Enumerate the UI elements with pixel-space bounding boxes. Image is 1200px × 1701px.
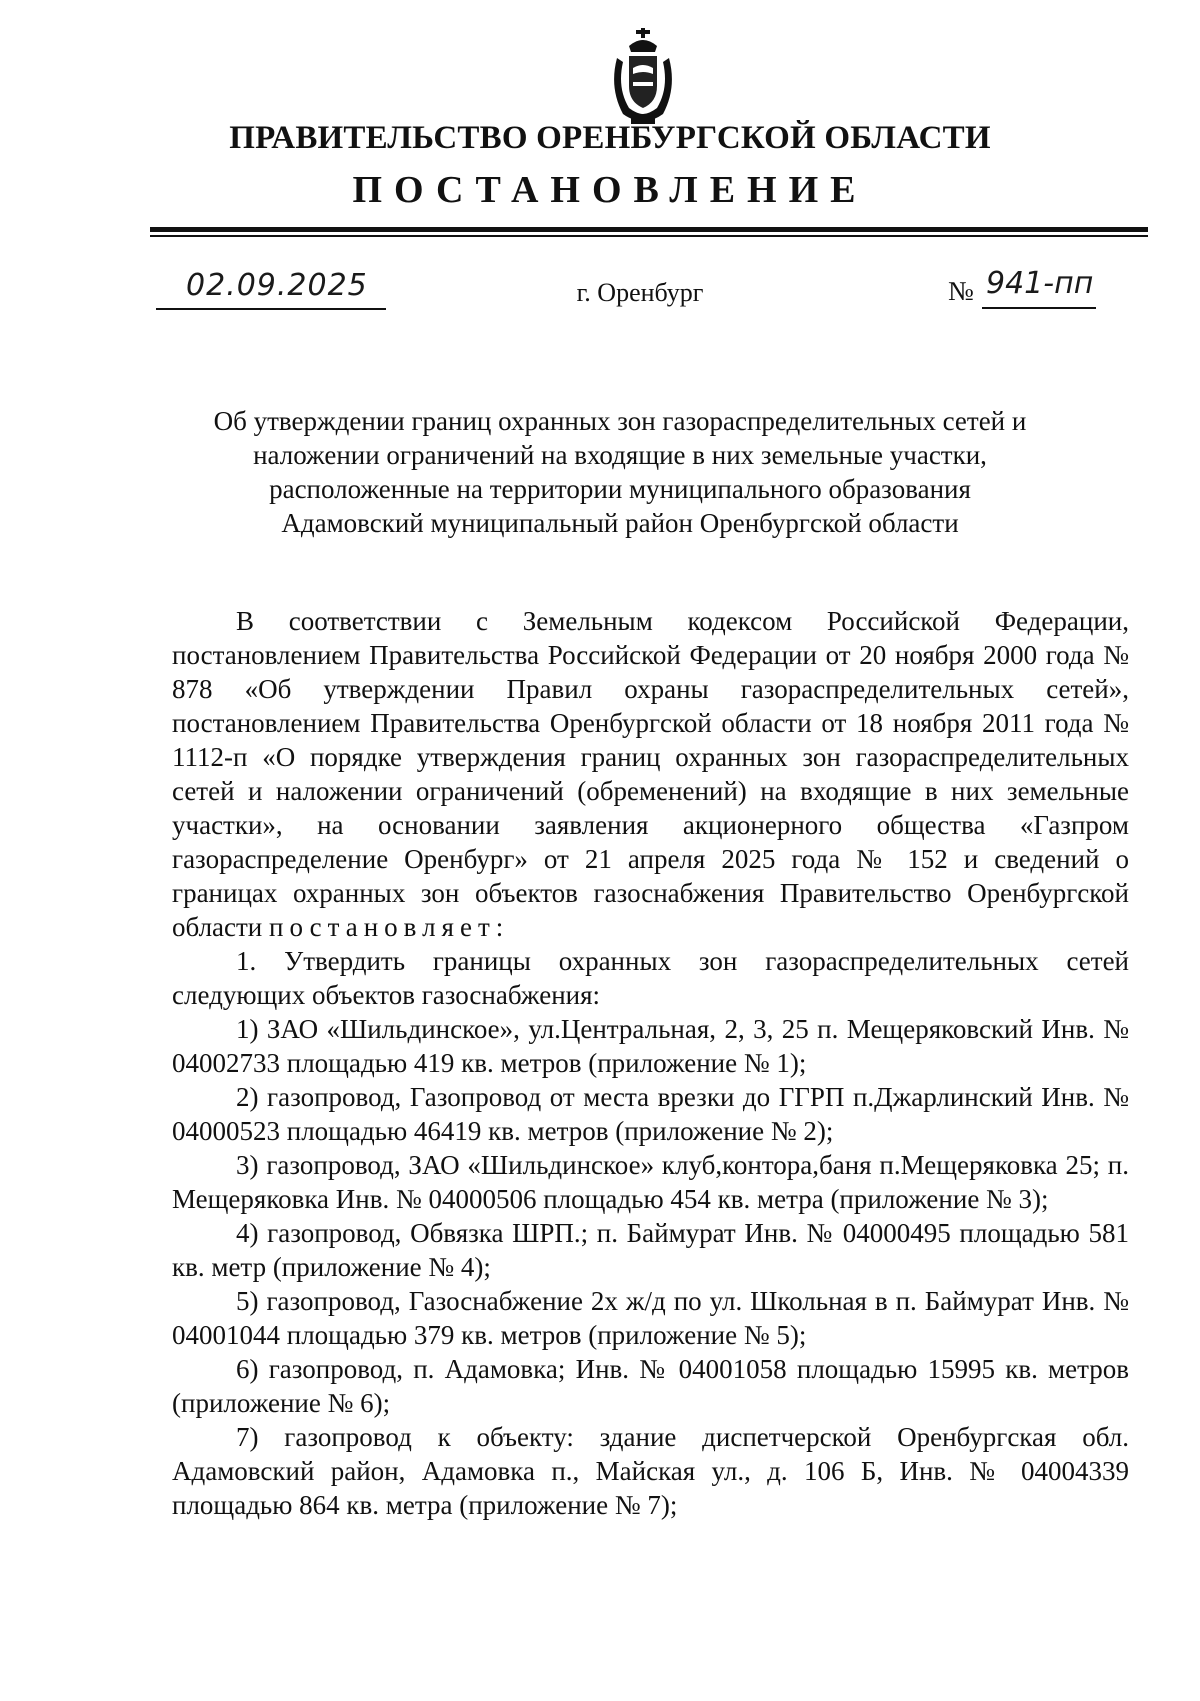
subitem-2: 2) газопровод, Газопровод от места врезки до ГГРП п.Джарлинский Инв. № 04000523 площадью 46419 кв. метров (приложение № 2); (172, 1082, 1129, 1146)
preamble-paragraph (172, 604, 1129, 944)
document-number: 941-пп (986, 266, 1094, 301)
subject-line: Об утверждении границ охранных зон газораспределительных сетей и (213, 406, 1027, 436)
subject-line: наложении ограничений на входящие в них земельные участки, (253, 440, 987, 470)
subject-line: расположенные на территории муниципального образования (269, 474, 971, 504)
subitem-5: 5) газопровод, Газоснабжение 2х ж/д по ул. Школьная в п. Баймурат Инв. № 04001044 площадью 379 кв. метров (приложение № 5); (172, 1286, 1129, 1350)
document-body (172, 604, 1129, 1522)
resolves-word: постановляет: (269, 912, 510, 942)
subitem-7: 7) газопровод к объекту: здание диспетчерской Оренбургская обл. Адамовский район, Адамовка п., Майская ул., д. 106 Б, Инв. № 04004339 площадью 864 кв. метра (приложение № 7); (172, 1422, 1129, 1520)
organization-title: ПРАВИТЕЛЬСТВО ОРЕНБУРГСКОЙ ОБЛАСТИ (229, 120, 991, 156)
subitem-4: 4) газопровод, Обвязка ШРП.; п. Баймурат Инв. № 04000495 площадью 581 кв. метр (приложение № 4); (172, 1218, 1129, 1282)
subitem-6: 6) газопровод, п. Адамовка; Инв. № 04001058 площадью 15995 кв. метров (приложение № 6); (172, 1354, 1129, 1418)
subject-line: Адамовский муниципальный район Оренбургской области (281, 508, 959, 538)
item-1: 1. Утвердить границы охранных зон газораспределительных сетей следующих объектов газоснабжения: (172, 946, 1129, 1010)
subitem-3: 3) газопровод, ЗАО «Шильдинское» клуб,контора,баня п.Мещеряковка 25; п. Мещеряковка Инв. № 04000506 площадью 454 кв. метра (приложение № 3); (172, 1150, 1129, 1214)
number-label: № (948, 276, 974, 306)
document-date: 02.09.2025 (186, 268, 368, 303)
header-rule-thin (150, 235, 1148, 237)
header-rule-thick (150, 227, 1148, 232)
document-type: ПОСТАНОВЛЕНИЕ (352, 169, 868, 211)
date-underline (156, 308, 386, 310)
coat-of-arms-icon (603, 28, 683, 128)
document-city: г. Оренбург (576, 278, 704, 307)
preamble-text: В соответствии с Земельным кодексом Российской Федерации, постановлением Правительства Российской Федерации от 20 ноября 2000 года № 878 «Об утверждении Правил охраны газораспределительных сетей», постановлением Правительства Оренбургской области от 18 ноября 2011 года № 1112-п «О порядке утверждения границ охранных зон газораспределительных сетей и наложении ограничений (обременений) на входящие в них земельные участки», на основании заявления акционерного общества «Газпром газораспределение Оренбург» от 21 апреля 2025 года № 152 и сведений о границах охранных зон объектов газоснабжения Правительство Оренбургской области (172, 606, 1129, 942)
document-subject (180, 404, 1060, 540)
number-underline (982, 307, 1096, 309)
subitem-1: 1) ЗАО «Шильдинское», ул.Центральная, 2, 3, 25 п. Мещеряковский Инв. № 04002733 площадью 419 кв. метров (приложение № 1); (172, 1014, 1129, 1078)
